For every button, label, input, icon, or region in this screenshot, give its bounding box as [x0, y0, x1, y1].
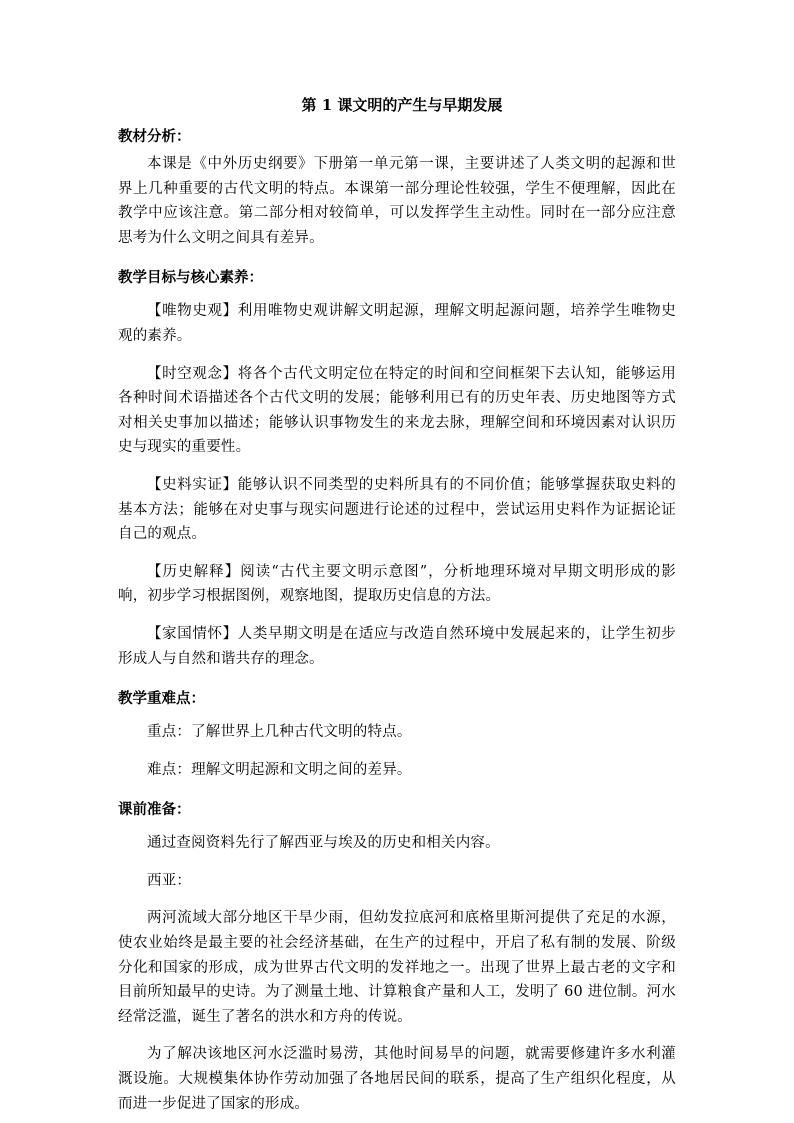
preparation-paragraph-2: 为了解决该地区河水泛滥时易涝，其他时间易旱的问题，就需要修建许多水利灌溉设施。大规模集体协作劳动加强了各地居民间的联系，提高了生产组织化程度，从而进一步促进了国家的形成。: [118, 1046, 676, 1112]
document-page: [118, 94, 676, 1123]
goal-interpretation: 【历史解释】阅读“古代主要文明示意图”，分析地理环境对早期文明形成的影响，初步学习根据图例，观察地图，提取历史信息的方法。: [118, 563, 676, 605]
page-title: 第 1 课文明的产生与早期发展: [301, 96, 503, 114]
heading-goals: 教学目标与核心素养：: [118, 269, 263, 287]
preparation-intro: 通过查阅资料先行了解西亚与埃及的历史和相关内容。: [147, 835, 500, 852]
goal-materialism: 【唯物史观】利用唯物史观讲解文明起源，理解文明起源问题，培养学生唯物史观的素养。: [118, 303, 676, 344]
preparation-region-label: 西亚：: [147, 872, 192, 889]
keypoint-focus: 重点：了解世界上几种古代文明的特点。: [147, 724, 412, 741]
goal-evidence: 【史料实证】能够认识不同类型的史料所具有的不同价值；能够掌握获取史料的基本方法；能够在对史事与现实问题进行论述的过程中，尝试运用史料作为证据论证自己的观点。: [118, 476, 676, 543]
preparation-paragraph-1: 两河流域大部分地区干旱少雨，但幼发拉底河和底格里斯河提供了充足的水源，使农业始终是最主要的社会经济基础，在生产的过程中，开启了私有制的发展、阶级分化和国家的形成，成为世界古代文明的发祥地之一。出现了世界上最古老的文字和目前所知最早的史诗。为了测量土地、计算粮食产量和人工，发明了 60 进位制。河水经常泛滥，诞生了著名的洪水和方舟的传说。: [118, 910, 676, 1025]
heading-analysis: 教材分析：: [118, 128, 191, 145]
goal-patriotism: 【家国情怀】人类早期文明是在适应与改造自然环境中发展起来的，让学生初步形成人与自然和谐共存的理念。: [118, 625, 676, 667]
analysis-paragraph: 本课是《中外历史纲要》下册第一单元第一课，主要讲述了人类文明的起源和世界上几种重要的古代文明的特点。本课第一部分理论性较强，学生不便理解，因此在教学中应该注意。第二部分相对较简单，可以发挥学生主动性。同时在一部分应注意思考为什么文明之间具有差异。: [118, 156, 676, 246]
goal-space-time: 【时空观念】将各个古代文明定位在特定的时间和空间框架下去认知，能够运用各种时间术语描述各个古代文明的发展；能够利用已有的历史年表、历史地图等方式对相关史事加以描述；能够认识事物发生的来龙去脉，理解空间和环境因素对认识历史与现实的重要性。: [118, 365, 676, 456]
keypoint-difficulty: 难点：理解文明起源和文明之间的差异。: [147, 761, 412, 778]
heading-preparation: 课前准备：: [118, 801, 191, 819]
heading-keypoints: 教学重难点：: [118, 690, 205, 708]
